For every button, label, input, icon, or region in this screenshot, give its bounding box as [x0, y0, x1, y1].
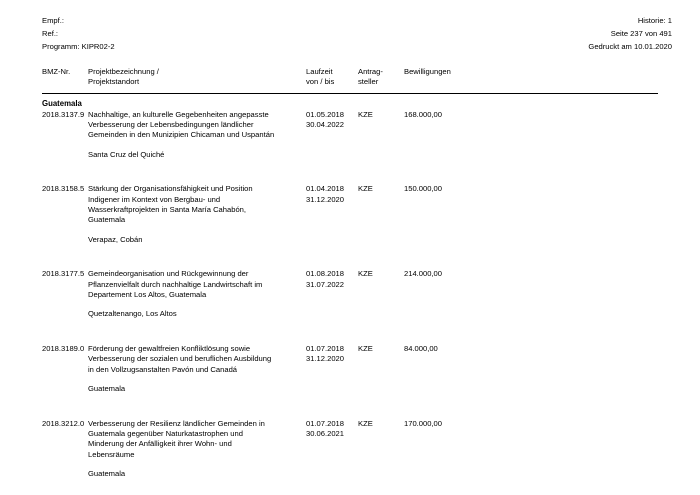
table-row	[42, 419, 658, 480]
column-header-bmz-nr-text: BMZ-Nr.	[42, 66, 71, 76]
page-number-label: Seite 237 von 491	[610, 29, 672, 39]
row-bmz-nr: 2018.3212.0	[42, 418, 85, 428]
row-antragsteller: KZE	[358, 418, 373, 428]
table-row	[42, 110, 658, 161]
header-divider	[42, 93, 658, 94]
row-laufzeit-bis: 31.07.2022	[306, 279, 345, 289]
row-description-line: Lebensräume	[88, 449, 135, 459]
row-laufzeit	[306, 344, 358, 395]
recipient-label: Empf.:	[42, 16, 64, 25]
column-header-description-line1: Projektbezeichnung /	[88, 66, 159, 76]
row-laufzeit	[306, 269, 358, 320]
column-header-laufzeit-line1: Laufzeit	[306, 66, 333, 76]
column-header-antragsteller-line1: Antrag-	[358, 66, 383, 76]
row-description	[88, 269, 306, 320]
country-group-title: Guatemala	[42, 98, 82, 108]
column-header-laufzeit-line2: von / bis	[306, 77, 335, 87]
row-description-line: Wasserkraftprojekten in Santa María Cahabón,	[88, 205, 247, 215]
row-description-line: Guatemala gegenüber Naturkatastrophen und	[88, 428, 243, 438]
row-description-lines	[88, 184, 298, 226]
row-description-line: Gemeindeorganisation und Rückgewinnung der	[88, 269, 249, 279]
row-description-lines	[88, 110, 298, 141]
row-laufzeit-bis: 30.06.2021	[306, 428, 345, 438]
row-bmz-nr: 2018.3189.0	[42, 343, 85, 353]
row-description-line: Gemeinden in den Munizipien Chicaman und Uspantán	[88, 130, 275, 140]
row-description-line: Verbesserung der Resilienz ländlicher Gemeinden in	[88, 418, 265, 428]
row-bewilligung: 170.000,00	[404, 418, 443, 428]
print-date-label: Gedruckt am 10.01.2020	[588, 42, 672, 52]
row-description-line: Pflanzenvielfalt durch nachhaltige Landwirtschaft im	[88, 279, 263, 289]
reference-label: Ref.:	[42, 29, 59, 39]
history-label: Historie: 1	[637, 16, 672, 25]
row-laufzeit-von: 01.07.2018	[306, 343, 345, 353]
table-header-row	[42, 67, 658, 93]
column-header-description-line2: Projektstandort	[88, 77, 140, 87]
row-laufzeit-bis: 30.04.2022	[306, 120, 345, 130]
row-laufzeit-von: 01.07.2018	[306, 418, 345, 428]
row-antragsteller: KZE	[358, 184, 373, 194]
row-bewilligung: 214.000,00	[404, 269, 443, 279]
row-description-line: in den Vollzugsanstalten Pavón und Canadá	[88, 364, 238, 374]
header-left-block	[42, 14, 115, 54]
projects-table	[42, 67, 658, 480]
header-right-block	[588, 14, 672, 54]
row-description	[88, 419, 306, 480]
column-header-antragsteller-line2: steller	[358, 77, 379, 87]
row-laufzeit-bis: 31.12.2020	[306, 354, 345, 364]
column-header-bewilligungen-text: Bewilligungen	[404, 66, 451, 76]
row-bewilligung: 168.000,00	[404, 109, 443, 119]
row-description-lines	[88, 269, 298, 300]
row-antragsteller: KZE	[358, 109, 373, 119]
column-header-bmz-nr	[42, 67, 88, 88]
row-bewilligung: 84.000,00	[404, 343, 438, 353]
row-project-location: Verapaz, Cobán	[88, 234, 143, 244]
column-header-description	[88, 67, 306, 88]
row-laufzeit-von: 01.08.2018	[306, 269, 345, 279]
row-bmz-nr: 2018.3137.9	[42, 109, 85, 119]
page-header	[42, 14, 672, 54]
row-description-line: Verbesserung der sozialen und beruflichen Ausbildung	[88, 354, 272, 364]
row-description-lines	[88, 419, 298, 461]
row-description-line: Departement Los Altos, Guatemala	[88, 290, 207, 300]
row-laufzeit	[306, 110, 358, 161]
program-label: Programm: KIPR02-2	[42, 42, 115, 52]
column-header-laufzeit	[306, 67, 358, 88]
row-bmz-nr: 2018.3158.5	[42, 184, 85, 194]
row-description-line: Förderung der gewaltfreien Konfliktlösung sowie	[88, 343, 251, 353]
row-bmz-nr: 2018.3177.5	[42, 269, 85, 279]
row-description-line: Nachhaltige, an kulturelle Gegebenheiten angepasste	[88, 109, 269, 119]
row-laufzeit-von: 01.04.2018	[306, 184, 345, 194]
row-description-line: Indigener im Kontext von Bergbau- und	[88, 194, 221, 204]
table-row	[42, 184, 658, 245]
row-laufzeit-von: 01.05.2018	[306, 109, 345, 119]
column-header-bewilligungen	[404, 67, 514, 88]
table-row	[42, 269, 658, 320]
table-row	[42, 344, 658, 395]
row-project-location: Guatemala	[88, 469, 126, 479]
row-laufzeit	[306, 184, 358, 245]
row-description-lines	[88, 344, 298, 375]
row-description-line: Minderung der Anfälligkeit ihrer Wohn- und	[88, 439, 232, 449]
row-description-line: Guatemala	[88, 215, 126, 225]
row-laufzeit	[306, 419, 358, 480]
row-project-location: Santa Cruz del Quiché	[88, 149, 165, 159]
row-project-location: Quetzaltenango, Los Altos	[88, 309, 177, 319]
column-header-antragsteller	[358, 67, 404, 88]
row-description	[88, 344, 306, 395]
row-description	[88, 110, 306, 161]
row-description-line: Verbesserung der Lebensbedingungen ländlicher	[88, 120, 254, 130]
row-description	[88, 184, 306, 245]
row-antragsteller: KZE	[358, 343, 373, 353]
row-description-line: Stärkung der Organisationsfähigkeit und Position	[88, 184, 253, 194]
row-antragsteller: KZE	[358, 269, 373, 279]
row-laufzeit-bis: 31.12.2020	[306, 194, 345, 204]
row-project-location: Guatemala	[88, 384, 126, 394]
row-bewilligung: 150.000,00	[404, 184, 443, 194]
